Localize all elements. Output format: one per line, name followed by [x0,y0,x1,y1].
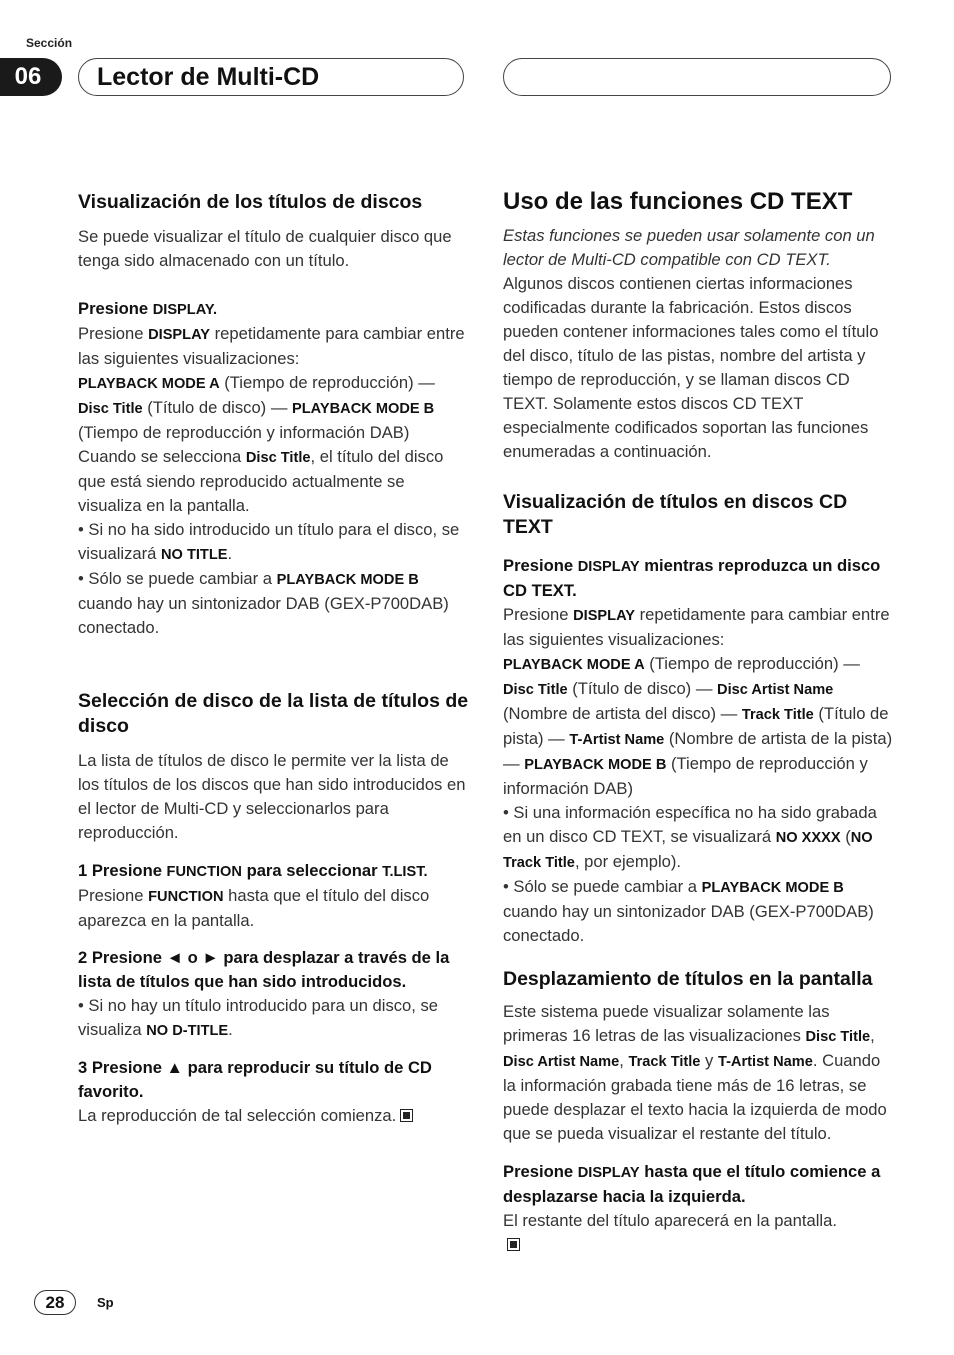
instruction-press-display-scroll: Presione DISPLAY hasta que el título comience a desplazarse hacia la izquierda. [503,1162,881,1206]
language-label: Sp [97,1295,114,1310]
paragraph-display-modes-cd: PLAYBACK MODE A (Tiempo de reproducción) — Disc Title (Título de disco) — Disc Artist Name (Nombre de artista del disco) — Track Title (Título de pista) — T-Artist Name (Nombre de artista de la pista) — PLAYBACK MODE B (Tiempo de reproducción y información DAB) [503,654,893,798]
chapter-title-text: Lector de Multi-CD [97,62,320,91]
step-1-detail: Presione FUNCTION hasta que el título del disco aparezca en la pantalla. [78,886,430,930]
step-3-detail: La reproducción de tal selección comienza. [78,1104,470,1128]
heading-scrolling-titles: Desplazamiento de títulos en la pantalla [503,968,873,990]
bullet-playback-mode-b-cd: • Sólo se puede cambiar a PLAYBACK MODE B cuando hay un sintonizador DAB (GEX-P700DAB) conectado. [503,877,874,945]
step-1: 1 Presione FUNCTION para seleccionar T.LIST. [78,861,428,880]
paragraph-disc-title-selected: Cuando se selecciona Disc Title, el título del disco que está siendo reproducido actualmente se visualiza en la pantalla. [78,447,444,515]
end-mark-line [503,1233,895,1257]
bullet-no-title: • Si no ha sido introducido un título para el disco, se visualizará NO TITLE. [78,520,460,563]
bullet-no-xxxx: • Si una información específica no ha sido grabada en un disco CD TEXT, se visualizará NO XXXX (NO Track Title, por ejemplo). [503,803,877,871]
end-mark-icon [507,1238,520,1251]
end-mark-icon [400,1109,413,1122]
heading-cd-text: Uso de las funciones CD TEXT [503,188,853,215]
paragraph-scrolling-result: El restante del título aparecerá en la pantalla. [503,1211,837,1230]
chapter-title [78,58,464,96]
paragraph-display-repeat: Presione DISPLAY repetidamente para cambiar entre las siguientes visualizaciones: [78,324,465,368]
section-label: Sección [26,36,73,50]
heading-cd-text-titles: Visualización de títulos en discos CD TEXT [503,491,848,538]
page-number: 28 [34,1290,76,1315]
heading-title-list: Selección de disco de la lista de títulos de disco [78,690,469,737]
paragraph-disc-titles-intro: Se puede visualizar el título de cualquier disco que tenga sido almacenado con un título. [78,227,452,270]
step-3: 3 Presione ▲ para reproducir su título de CD favorito. [78,1058,432,1101]
heading-disc-titles: Visualización de los títulos de discos [78,191,423,213]
paragraph-display-modes: PLAYBACK MODE A (Tiempo de reproducción) — Disc Title (Título de disco) — PLAYBACK MODE B (Tiempo de reproducción y información DAB) [78,373,435,442]
paragraph-scrolling-intro: Este sistema puede visualizar solamente las primeras 16 letras de las visualizaciones Disc Title, Disc Artist Name, Track Title y T-Artist Name. Cuando la información grabada tiene más de 16 letras, se puede desplazar el texto hacia la izquierda de modo que se pueda visualizar el restante del título. [503,1002,887,1143]
instruction-press-display-cd: Presione DISPLAY mientras reproduzca un disco CD TEXT. [503,556,881,600]
step-2: 2 Presione ◄ o ► para desplazar a través de la lista de títulos que han sido introducidos. [78,948,450,991]
paragraph-title-list-intro: La lista de títulos de disco le permite ver la lista de los títulos de los discos que han sido introducidos en el lector de Multi-CD y seleccionarlos para reproducción. [78,751,466,842]
left-column [78,190,470,1128]
paragraph-cd-text-note: Estas funciones se pueden usar solamente con un lector de Multi-CD compatible con CD TEXT. [503,226,875,269]
instruction-press-display: Presione DISPLAY. [78,299,218,318]
right-column [503,188,895,1257]
paragraph-cd-text-intro: Algunos discos contienen ciertas informaciones codificadas durante la fabricación. Estos discos pueden contener informaciones tales como el título del disco, título de las pistas, nombre del artista y tiempo de reproducción, y se llaman discos CD TEXT. Solamente estos discos CD TEXT especialmente codificados soportan las funciones enumeradas a continuación. [503,274,879,461]
section-number-badge: 06 [0,58,62,96]
bullet-playback-mode-b: • Sólo se puede cambiar a PLAYBACK MODE B cuando hay un sintonizador DAB (GEX-P700DAB) conectado. [78,569,449,637]
step-2-bullet: • Si no hay un título introducido para un disco, se visualiza NO D-TITLE. [78,996,439,1039]
header-empty-box [503,58,891,96]
paragraph-display-repeat-cd: Presione DISPLAY repetidamente para cambiar entre las siguientes visualizaciones: [503,605,890,649]
